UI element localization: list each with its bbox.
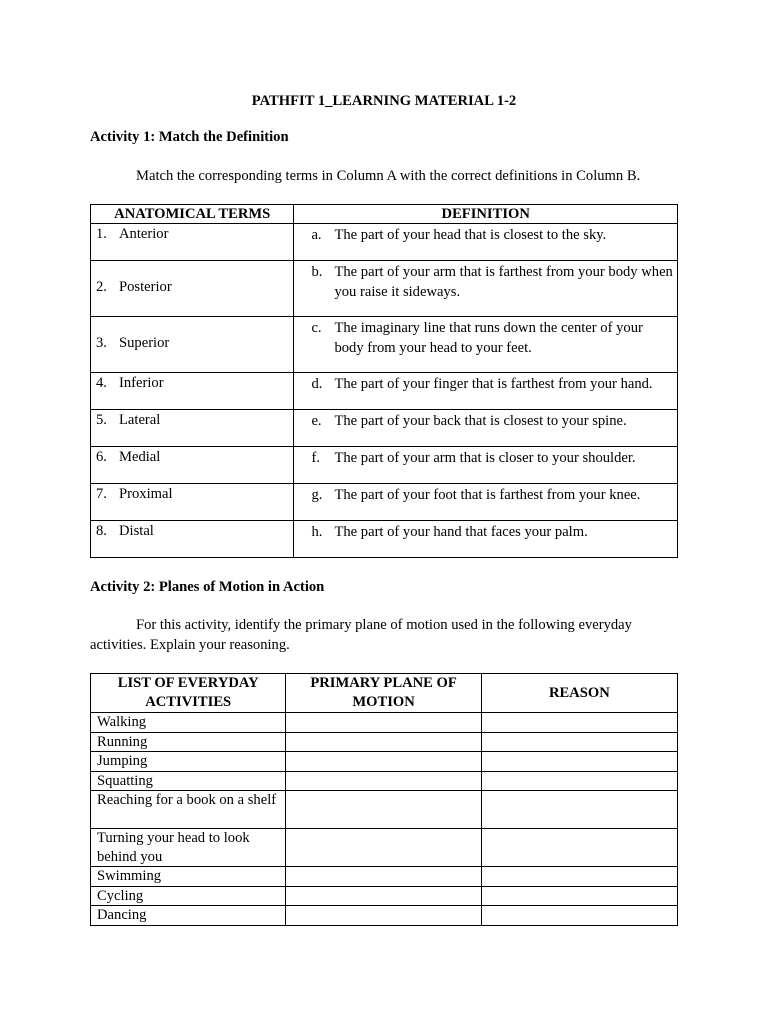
plane-answer-cell[interactable] (286, 732, 481, 752)
matching-table (90, 204, 678, 558)
activities-column-header: LIST OF EVERYDAY ACTIVITIES (91, 674, 286, 713)
reason-answer-cell[interactable] (481, 771, 677, 791)
reason-answer-cell[interactable] (481, 886, 677, 906)
activity-row (91, 829, 678, 867)
activity-row (91, 771, 678, 791)
anatomical-term: Superior (119, 335, 170, 351)
reason-answer-cell[interactable] (481, 713, 677, 733)
plane-answer-cell[interactable] (286, 829, 481, 867)
reason-answer-cell[interactable] (481, 867, 677, 887)
anatomical-term: Medial (119, 449, 161, 465)
definition-letter: b. (311, 264, 323, 280)
matching-row (91, 261, 678, 317)
definition-text: The part of your back that is closest to your spine. (334, 413, 627, 429)
definition-letter: d. (311, 376, 323, 392)
plane-answer-cell[interactable] (286, 752, 481, 772)
plane-answer-cell[interactable] (286, 886, 481, 906)
definition-text: The part of your finger that is farthest from your hand. (334, 376, 653, 392)
activity-name: Cycling (91, 886, 286, 906)
activity-name: Dancing (91, 906, 286, 926)
anatomical-term: Posterior (119, 279, 172, 295)
plane-answer-cell[interactable] (286, 906, 481, 926)
plane-answer-cell[interactable] (286, 867, 481, 887)
anatomical-term: Inferior (119, 375, 164, 391)
activity1-heading: Activity 1: Match the Definition (90, 129, 289, 145)
activity-row (91, 906, 678, 926)
definition-text: The part of your arm that is closer to your shoulder. (334, 450, 636, 466)
planes-of-motion-table (90, 673, 678, 926)
activity-name: Jumping (91, 752, 286, 772)
matching-table-header-row (91, 205, 678, 224)
activity2-heading: Activity 2: Planes of Motion in Action (90, 579, 325, 595)
definition-text: The part of your foot that is farthest from your knee. (334, 487, 641, 503)
activity-name: Squatting (91, 771, 286, 791)
matching-row (91, 224, 678, 261)
plane-answer-cell[interactable] (286, 791, 481, 829)
matching-row (91, 317, 678, 373)
term-number: 7. (96, 486, 107, 502)
matching-row (91, 484, 678, 521)
definition-text: The part of your arm that is farthest from your body when you raise it sideways. (334, 264, 673, 300)
term-number: 2. (96, 279, 107, 295)
term-number: 4. (96, 375, 107, 391)
activity-name: Running (91, 732, 286, 752)
anatomical-term: Distal (119, 523, 154, 539)
term-number: 1. (96, 226, 107, 242)
document-title: PATHFIT 1_LEARNING MATERIAL 1-2 (251, 93, 517, 109)
term-number: 3. (96, 335, 107, 351)
definition-letter: g. (311, 487, 323, 503)
matching-row (91, 373, 678, 410)
reason-answer-cell[interactable] (481, 829, 677, 867)
anatomical-term: Proximal (119, 486, 173, 502)
matching-row (91, 447, 678, 484)
reason-answer-cell[interactable] (481, 906, 677, 926)
matching-row (91, 521, 678, 558)
reason-answer-cell[interactable] (481, 732, 677, 752)
term-number: 6. (96, 449, 107, 465)
plane-answer-cell[interactable] (286, 771, 481, 791)
definition-letter: f. (311, 450, 320, 466)
plane-column-header: PRIMARY PLANE OF MOTION (286, 674, 481, 713)
definition-text: The part of your hand that faces your palm. (334, 524, 588, 540)
definition-letter: h. (311, 524, 323, 540)
activity-row (91, 713, 678, 733)
activity-name: Swimming (91, 867, 286, 887)
reason-answer-cell[interactable] (481, 752, 677, 772)
activity-row (91, 867, 678, 887)
reason-column-header: REASON (481, 674, 677, 713)
activity-row (91, 752, 678, 772)
activity-name: Turning your head to look behind you (91, 829, 286, 867)
activity-row (91, 791, 678, 829)
reason-answer-cell[interactable] (481, 791, 677, 829)
definition-letter: e. (311, 413, 322, 429)
definition-letter: a. (311, 227, 322, 243)
term-number: 5. (96, 412, 107, 428)
activity-row (91, 732, 678, 752)
definition-text: The imaginary line that runs down the center of your body from your head to your feet. (334, 320, 643, 356)
term-number: 8. (96, 523, 107, 539)
definition-text: The part of your head that is closest to the sky. (334, 227, 607, 243)
activity-row (91, 886, 678, 906)
plane-answer-cell[interactable] (286, 713, 481, 733)
activity1-instructions: Match the corresponding terms in Column A with the correct definitions in Column B. (136, 168, 641, 184)
column-a-header: ANATOMICAL TERMS (91, 205, 294, 224)
activity-name: Reaching for a book on a shelf (91, 791, 286, 829)
anatomical-term: Anterior (119, 226, 169, 242)
anatomical-term: Lateral (119, 412, 161, 428)
column-b-header: DEFINITION (294, 205, 678, 224)
matching-row (91, 410, 678, 447)
activity-name: Walking (91, 713, 286, 733)
planes-table-header-row (91, 674, 678, 713)
activity2-instructions: For this activity, identify the primary plane of motion used in the following everyday activities. Explain your reasoning. (90, 617, 632, 653)
definition-letter: c. (311, 320, 322, 336)
